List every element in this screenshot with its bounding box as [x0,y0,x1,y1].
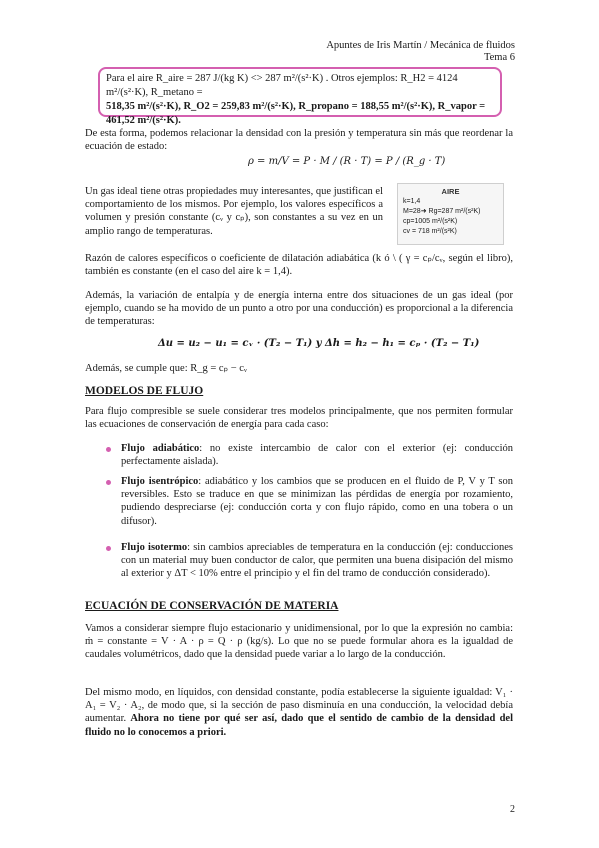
paragraph-flow-models-intro: Para flujo compresible se suele considerar tres modelos principalmente, que nos permiten formular las ecuaciones de conservación de energía para cada caso: [85,406,513,431]
desc-adiabatic: : no existe intercambio de calor con el exterior (ej: conducción perfectamente aislada). [121,443,513,468]
air-properties-box [397,183,504,245]
list-item-adiabatic [121,442,513,468]
desc-isothermal: : sin cambios apreciables de temperatura en la conducción (ej: conducciones con un material muy buen conductor de calor, que permiten una buena disipación del mismo al exterior y ΔT < 10% entre el principio y el fin del tramo de conducción considerado). [121,542,513,580]
section-title-mass-conservation: ECUACIÓN DE CONSERVACIÓN DE MATERIA [85,600,339,612]
page-number: 2 [510,804,515,815]
paragraph-ideal-gas-properties: Un gas ideal tiene otras propiedades muy interesantes, que justifican el comportamiento de los mismos. Por ejemplo, los valores específicos a volumen y presión constante (cᵥ y cₚ), son constantes a su vez en un amplio rango de temperaturas. [85,186,383,237]
density-equation: ρ = m/V = P · M / (R · T) = P / (R_g · T) [248,156,446,167]
gas-constants-box [98,67,502,126]
air-k: k=1,4 [403,198,421,205]
paragraph-state-equation: De esta forma, podemos relacionar la densidad con la presión y temperatura sin más que reordenar la ecuación de estado: [85,128,513,153]
term-adiabatic: Flujo adiabático [121,443,200,454]
gas-constants-line2: 518,35 m²/(s²·K), R_O2 = 259,83 m²/(s²·K), R_propano = 188,55 m²/(s²·K), R_vapor = 461,52 m²/(s²·K). [106,101,486,126]
gas-constants-line1: Para el aire R_aire = 287 J/(kg K) <> 287 m²/(s²·K) . Otros ejemplos: R_H2 = 4124 m²/(s²·K), R_metano = [106,73,458,98]
paragraph-heat-ratio: Razón de calores específicos o coeficiente de dilatación adiabática (k ó \ ( γ = cₚ/cᵥ, según el libro), también es constante (en el caso del aire k = 1,4). [85,253,513,278]
paragraph-liquids-comparison [85,686,513,739]
bullet-marker [106,447,111,452]
term-isothermal: Flujo isotermo [121,542,188,553]
air-molar-mass: M=28➜ Rg=287 m²/(s²K) [403,208,481,215]
list-item-isentropic [121,475,513,528]
liquids-conclusion: Ahora no tiene por qué ser así, dado que el sentido de cambio de la densidad del fluido no lo conocemos a priori. [85,713,513,738]
paragraph-rg-relation: Además, se cumple que: R_g = cₚ − cᵥ [85,363,248,374]
paragraph-mass-flow: Vamos a considerar siempre flujo estacionario y unidimensional, por lo que la expresión no cambia: ṁ = constante = V · A · ρ = Q · ρ (kg/s). Lo que no se puede formular ahora es la igualdad de caudales volumétricos, dado que la densidad puede variar a lo largo de la conducción. [85,623,513,661]
air-cp: cp=1005 m²/(s²K) [403,218,458,225]
paragraph-enthalpy: Además, la variación de entalpía y de energía interna entre dos situaciones de un gas ideal (por ejemplo, cuando se ha movido de un punto a otro por una conducción) es proporcional a la diferencia de temperaturas: [85,290,513,328]
bullet-marker [106,546,111,551]
desc-isentropic: : adiabático y los cambios que se producen en el fluido de P, V y T son reversibles. Esto se traduce en que se minimizan las pérdidas de energía por rozamiento, pudiendo despreciarse (ej: conducción corta y con flujo rápido, como en una tobera o un difusor). [121,476,514,527]
section-title-flow-models: MODELOS DE FLUJO [85,385,204,397]
bullet-marker [106,480,111,485]
list-item-isothermal [121,541,513,581]
liquids-text: Del mismo modo, en líquidos, con densidad constante, podía establecerse la siguiente igualdad: V₁ · A₁ = V₂ · A₂, de modo que, si la sección de paso disminuía en una conducción, la velocidad debía aumentar. [85,687,513,725]
header-topic: Tema 6 [483,52,515,63]
term-isentropic: Flujo isentrópico [121,476,199,487]
air-properties-title: AIRE [441,187,460,196]
air-cv: cv = 718 m²/(s²K) [403,228,457,235]
header-title: Apuntes de Iris Martín / Mecánica de fluidos [326,40,515,51]
enthalpy-equation: Δu = u₂ − u₁ = cᵥ · (T₂ − T₁) y Δh = h₂ − h₁ = cₚ · (T₂ − T₁) [158,338,480,349]
